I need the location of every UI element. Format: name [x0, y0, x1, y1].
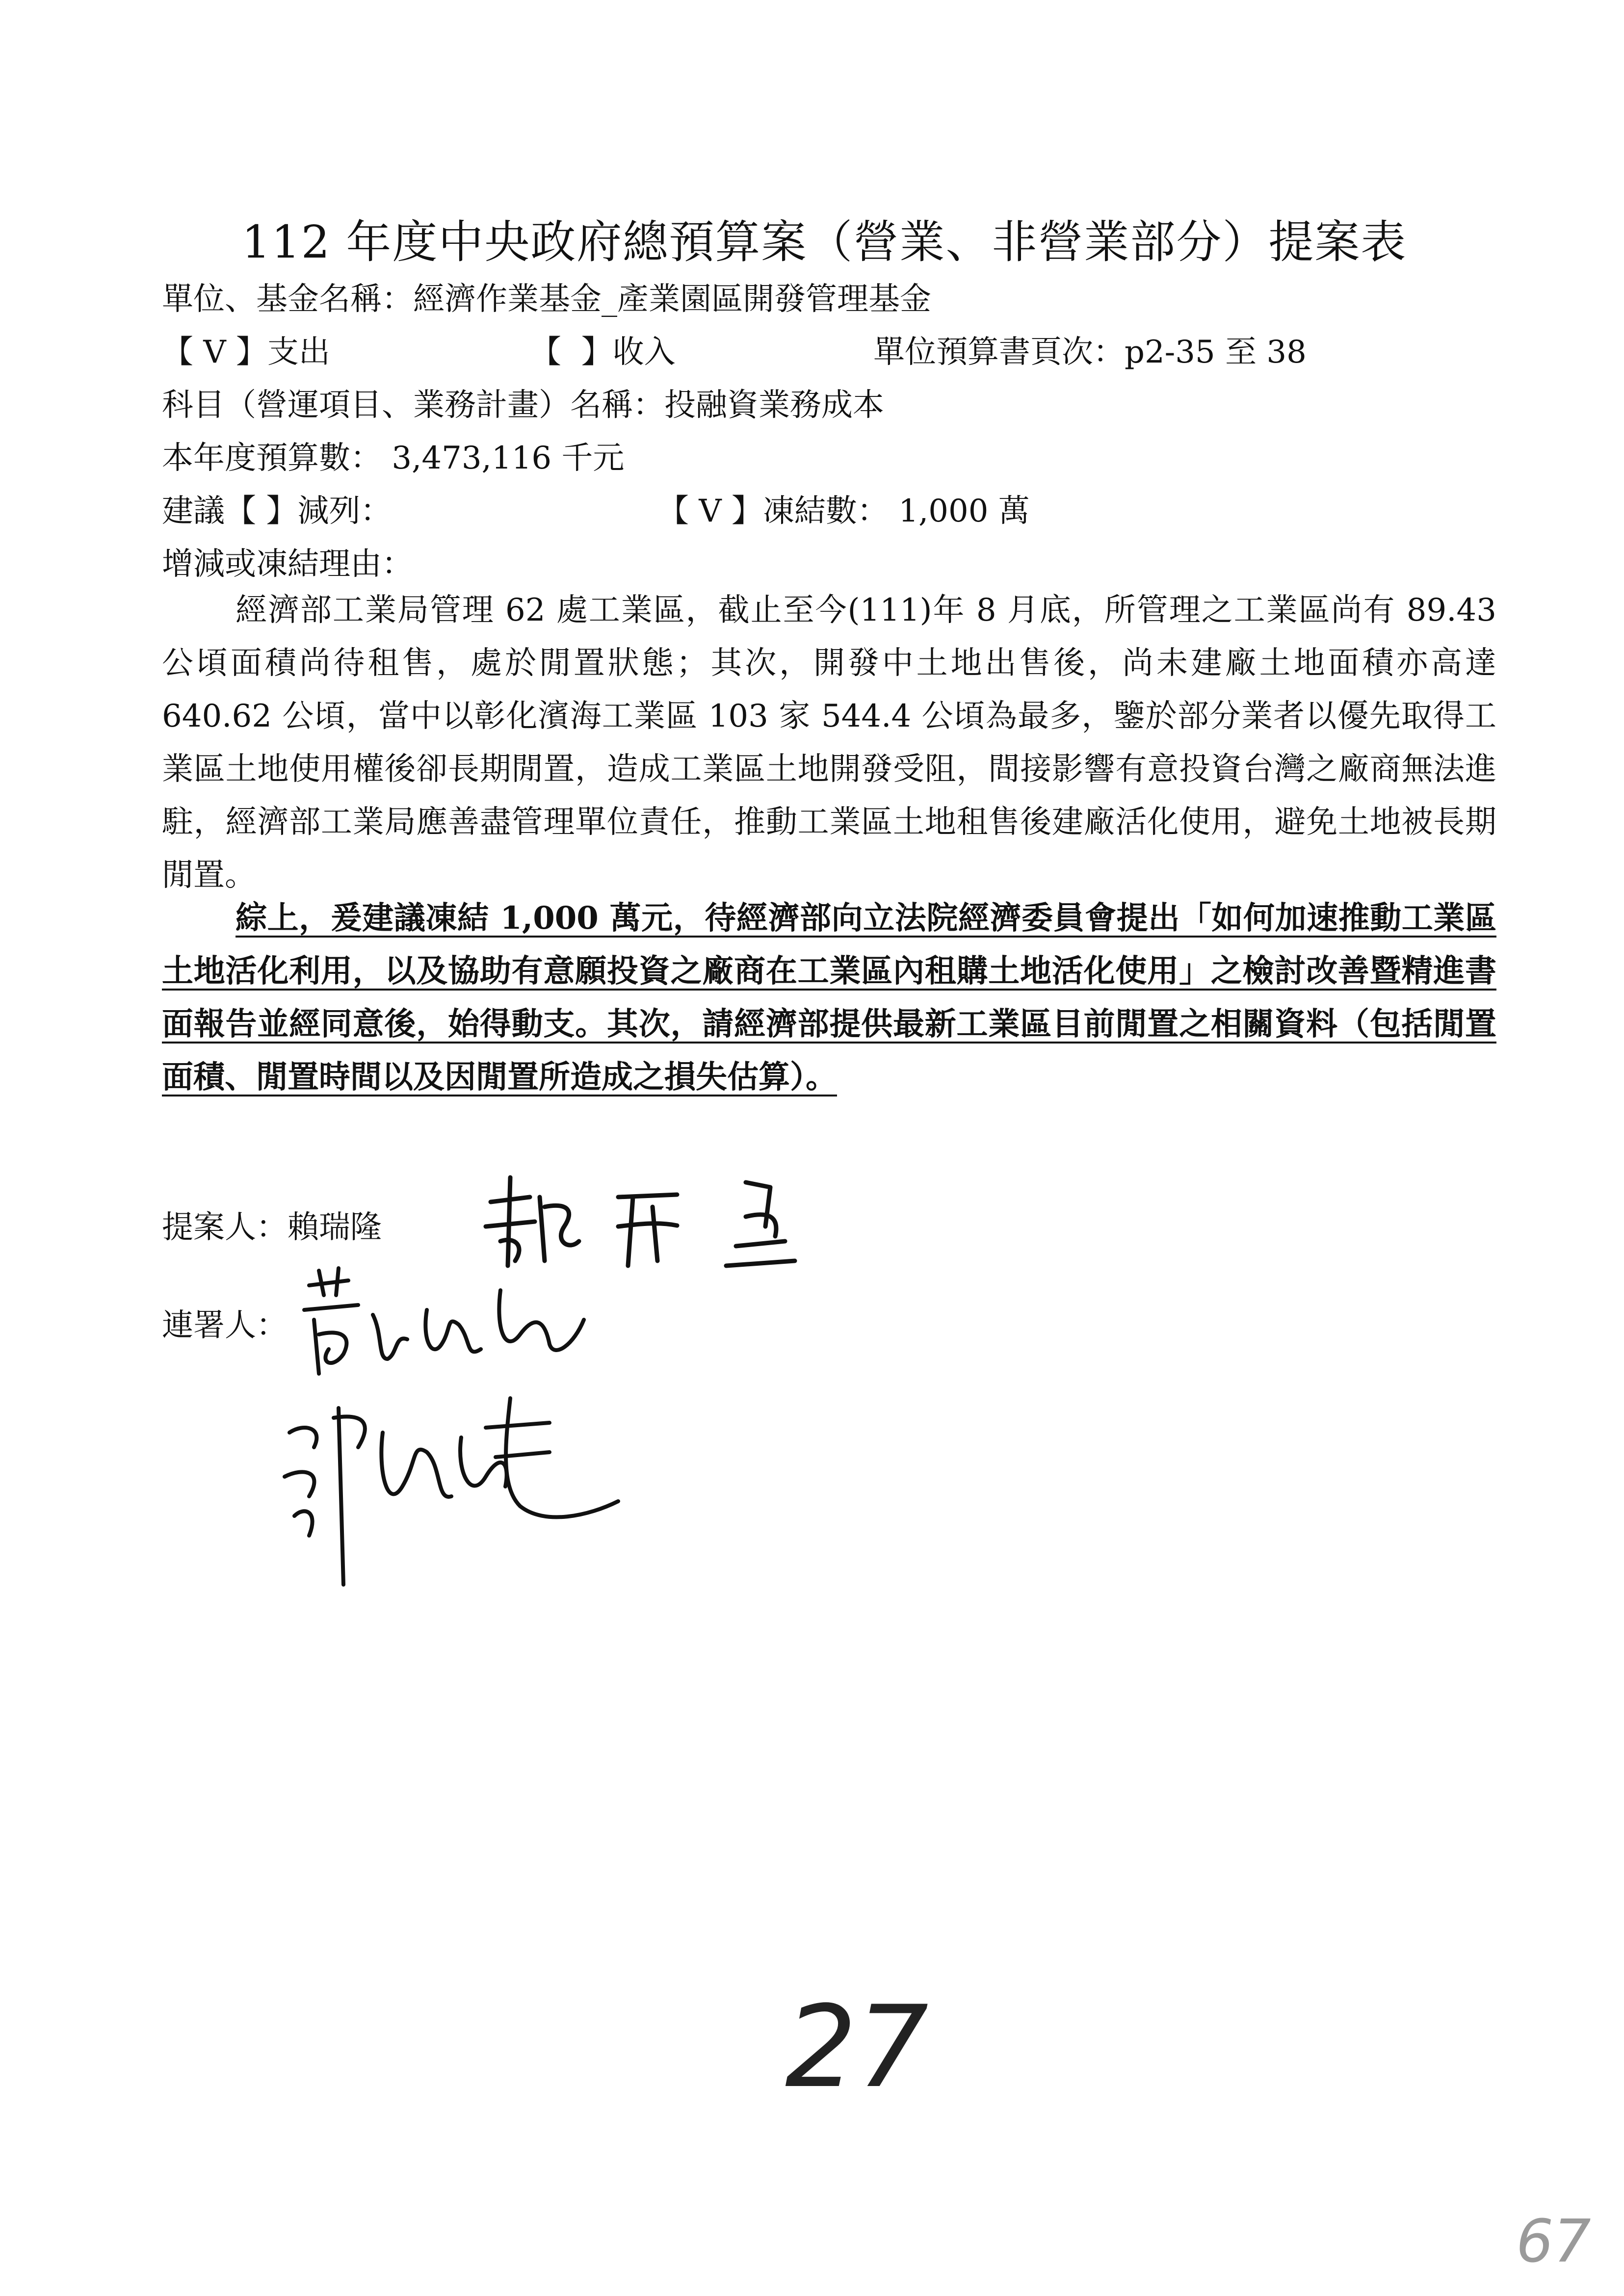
suggest-reduce: 建議【 】減列： [162, 493, 392, 529]
page-title: 112 年度中央政府總預算案（營業、非營業部分）提案表 [241, 216, 1407, 268]
page-number-handwritten: 27 [785, 1982, 929, 2113]
cosigner-signature-1 [289, 1261, 594, 1388]
page-number-corner: 67 [1516, 2208, 1591, 2276]
income-row [530, 327, 676, 372]
budget-amount: 本年度預算數： 3,473,116 千元 [162, 440, 625, 476]
income-checkbox-label: 【 】收入 [530, 334, 676, 370]
unit-fund-name: 單位、基金名稱：經濟作業基金_產業園區開發管理基金 [162, 281, 931, 317]
type-row [162, 327, 330, 372]
subject-name: 科目（營運項目、業務計畫）名稱：投融資業務成本 [162, 387, 884, 423]
proposer-label: 提案人：賴瑞隆 [162, 1209, 382, 1246]
cosigner-label: 連署人： [162, 1307, 288, 1344]
reason-paragraph: 經濟部工業局管理 62 處工業區，截止至今(111)年 8 月底，所管理之工業區尚有 89.43 公頃面積尚待租售，處於閒置狀態；其次，開發中土地出售後，尚未建廠土地面積亦高達 640.62 公頃，當中以彰化濱海工業區 103 家 544.4 公頃為最多，鑒於部分業者以優先取得工業區土地使用權後卻長期閒置，造成工業區土地開發受阻，間接影響有意投資台灣之廠商無法進駐，經濟部工業局應善盡管理單位責任，推動工業區土地租售後建廠活化使用，避免土地被長期閒置。 [162, 592, 1496, 893]
freeze-amount: 【 V 】凍結數： 1,000 萬 [657, 493, 1030, 529]
reason-label: 增減或凍結理由： [162, 546, 413, 582]
cosigner-signature-2 [275, 1388, 628, 1594]
conclusion-paragraph: 綜上，爰建議凍結 1,000 萬元，待經濟部向立法院經濟委員會提出「如何加速推動工業區土地活化利用，以及協助有意願投資之廠商在工業區內租購土地活化使用」之檢討改善暨精進書面報告並經同意後，始得動支。其次，請經濟部提供最新工業區目前閒置之相關資料（包括閒置面積、閒置時間以及因閒置所造成之損失估算）。 [162, 900, 1496, 1096]
expense-checkbox-label: 【 V 】支出 [162, 334, 330, 370]
page-reference: 單位預算書頁次：p2-35 至 38 [873, 334, 1307, 370]
